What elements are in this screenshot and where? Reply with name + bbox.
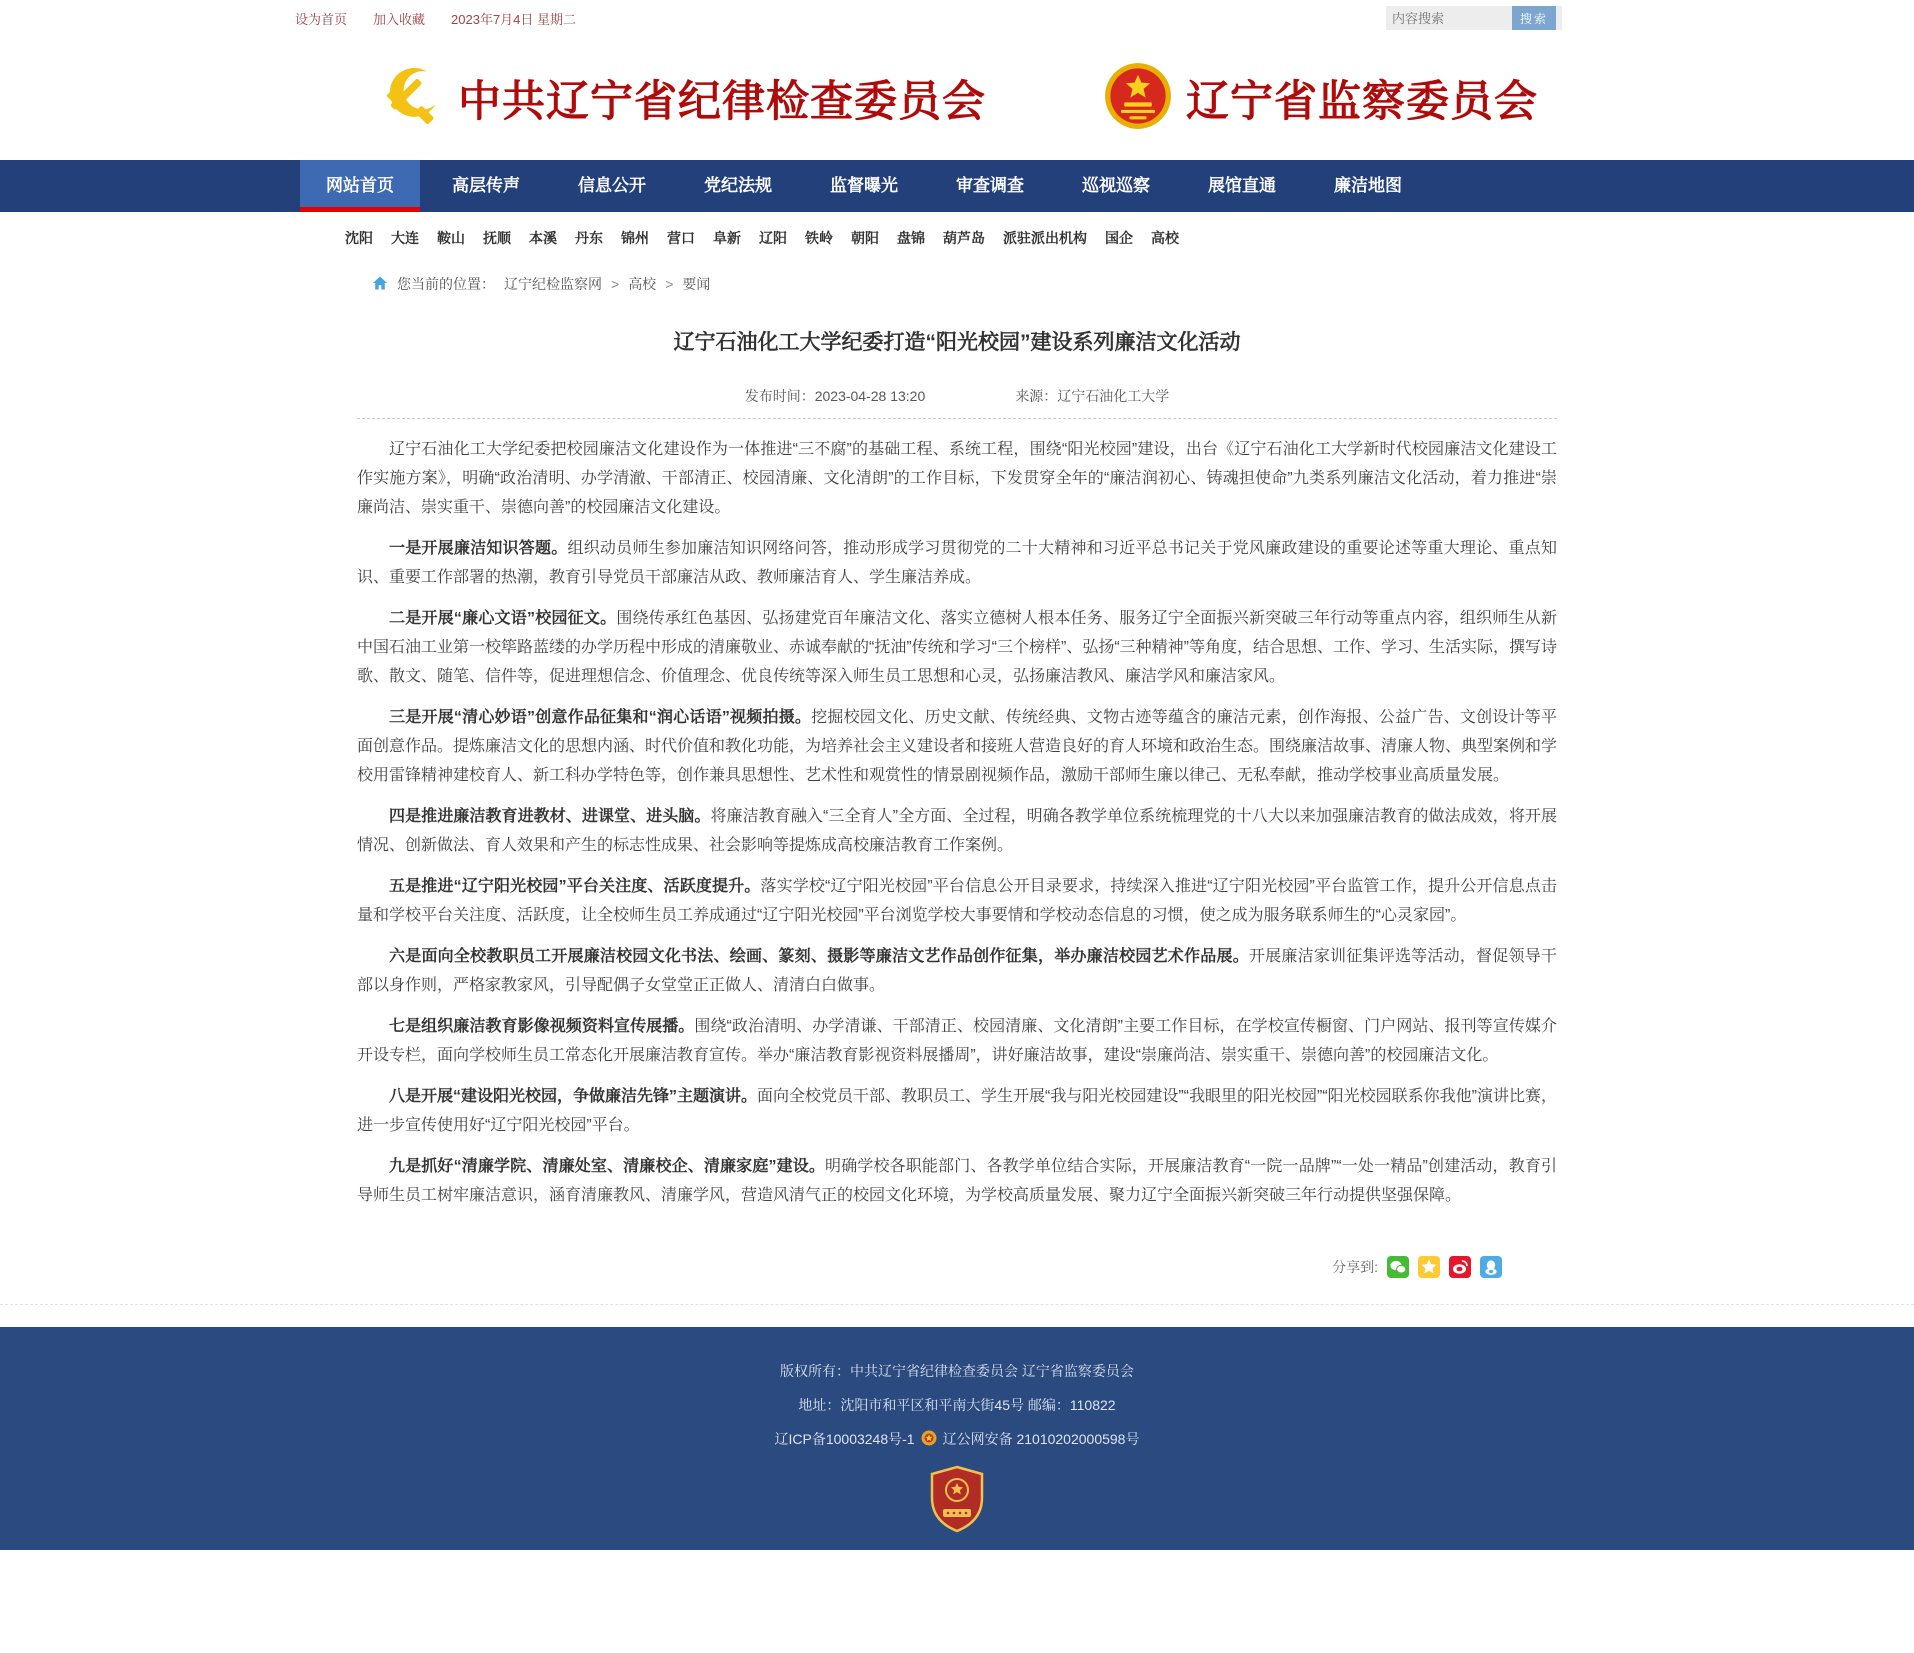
city-link[interactable]: 葫芦岛 — [943, 230, 985, 246]
article-paragraph — [357, 942, 1557, 1000]
police-badge-icon — [921, 1430, 937, 1449]
share-weibo-icon[interactable] — [1449, 1256, 1471, 1278]
article-paragraph — [357, 604, 1557, 691]
paragraph-lead: 八是开展“建设阳光校园，争做廉洁先锋”主题演讲。 — [389, 1088, 758, 1105]
city-link[interactable]: 盘锦 — [897, 230, 925, 246]
breadcrumb-site-link[interactable]: 辽宁纪检监察网 — [504, 276, 602, 292]
set-home-link[interactable]: 设为首页 — [295, 11, 348, 27]
source-value: 辽宁石油化工大学 — [1057, 388, 1170, 404]
site-header — [0, 36, 1914, 160]
search-input[interactable] — [1386, 11, 1512, 26]
right-logo-group — [1104, 62, 1538, 135]
article-paragraph — [357, 703, 1557, 790]
page-title: 辽宁石油化工大学纪委打造“阳光校园”建设系列廉洁文化活动 — [673, 331, 1241, 354]
publish-time-label: 发布时间： — [744, 388, 815, 404]
discipline-inspection-badge-icon — [0, 1465, 1914, 1536]
footer-address: 地址：沈阳市和平区和平南大街45号 邮编：110822 — [798, 1397, 1116, 1413]
nav-item[interactable]: 信息公开 — [578, 176, 646, 195]
paragraph-lead: 九是抓好“清廉学院、清廉处室、清廉校企、清廉家庭”建设。 — [389, 1158, 826, 1175]
article — [357, 326, 1557, 1278]
city-link[interactable]: 鞍山 — [437, 230, 465, 246]
share-wechat-icon[interactable] — [1387, 1256, 1409, 1278]
breadcrumb — [372, 274, 1914, 294]
city-link[interactable]: 丹东 — [575, 230, 603, 246]
article-paragraph — [357, 1012, 1557, 1070]
paragraph-lead: 五是推进“辽宁阳光校园”平台关注度、活跃度提升。 — [389, 878, 761, 895]
share-qzone-icon[interactable] — [1418, 1256, 1440, 1278]
paragraph-text: 组织动员师生参加廉洁知识网络问答，推动形成学习贯彻党的二十大精神和习近平总书记关于党风廉政建设的重要论述等重大理论、重点知识、重要工作部署的热潮，教育引导党员干部廉洁从政、教师廉洁育人、学生廉洁养成。 — [357, 540, 1557, 586]
article-paragraph — [357, 872, 1557, 930]
share-qq-icon[interactable] — [1480, 1256, 1502, 1278]
meta-divider — [357, 418, 1557, 419]
footer-icp[interactable]: 辽ICP备10003248号-1 — [774, 1431, 915, 1447]
search-box — [1386, 6, 1562, 30]
paragraph-text: 围绕“政治清明、办学清谦、干部清正、校园清廉、文化清朗”主要工作目标，在学校宣传橱窗、门户网站、报刊等宣传媒介开设专栏，面向学校师生员工常态化开展廉洁教育宣传。举办“廉洁教育影视资料展播周”，讲好廉洁故事，建设“崇廉尚洁、崇实重干、崇德向善”的校园廉洁文化。 — [357, 1018, 1557, 1064]
paragraph-lead: 三是开展“清心妙语”创意作品征集和“润心话语”视频拍摄。 — [389, 709, 812, 726]
paragraph-text: 明确学校各职能部门、各教学单位结合实际，开展廉洁教育“一院一品牌”“一处一精品”创建活动，教育引导师生员工树牢廉洁意识，涵育清廉教风、清廉学风，营造风清气正的校园文化环境，为学校高质量发展、聚力辽宁全面振兴新突破三年行动提供坚强保障。 — [357, 1158, 1557, 1204]
paragraph-lead: 四是推进廉洁教育进教材、进课堂、进头脑。 — [389, 808, 711, 825]
paragraph-text: 围绕传承红色基因、弘扬建党百年廉洁文化、落实立德树人根本任务、服务辽宁全面振兴新突破三年行动等重点内容，组织师生从新中国石油工业第一校筚路蓝缕的办学历程中形成的清廉敬业、赤诚奉献的“抚油”传统和学习“三个榜样”、弘扬“三种精神”等角度，结合思想、工作、学习、生活实际，撰写诗歌、散文、随笔、信件等，促进理想信念、价值理念、优良传统等深入师生员工思想和心灵，弘扬廉洁教风、廉洁学风和廉洁家风。 — [357, 610, 1557, 685]
city-link[interactable]: 朝阳 — [851, 230, 879, 246]
article-paragraph — [357, 1152, 1557, 1210]
city-link[interactable]: 抚顺 — [483, 230, 511, 246]
breadcrumb-separator: > — [665, 276, 674, 292]
nav-item[interactable]: 党纪法规 — [704, 176, 772, 195]
article-meta — [357, 386, 1557, 406]
city-link[interactable]: 辽阳 — [759, 230, 787, 246]
nav-item[interactable]: 廉洁地图 — [1334, 176, 1402, 195]
nav-item[interactable]: 高层传声 — [452, 176, 520, 195]
breadcrumb-separator: > — [611, 276, 620, 292]
city-link[interactable]: 本溪 — [529, 230, 557, 246]
city-link[interactable]: 大连 — [391, 230, 419, 246]
article-paragraph — [357, 1082, 1557, 1140]
paragraph-lead: 二是开展“廉心文语”校园征文。 — [389, 610, 617, 627]
nav-item[interactable]: 监督曝光 — [830, 176, 898, 195]
home-icon[interactable] — [372, 275, 388, 294]
footer-copyright: 版权所有：中共辽宁省纪律检查委员会 辽宁省监察委员会 — [780, 1363, 1134, 1379]
paragraph-text: 落实学校“辽宁阳光校园”平台信息公开目录要求，持续深入推进“辽宁阳光校园”平台监管工作，提升公开信息点击量和学校平台关注度、活跃度，让全校师生员工养成通过“辽宁阳光校园”平台浏览学校大事要情和学校动态信息的习惯，使之成为服务联系师生的“心灵家园”。 — [357, 878, 1557, 924]
paragraph-text: 辽宁石油化工大学纪委把校园廉洁文化建设作为一体推进“三不腐”的基础工程、系统工程，围绕“阳光校园”建设，出台《辽宁石油化工大学新时代校园廉洁文化建设工作实施方案》，明确“政治清明、办学清澈、干部清正、校园清廉、文化清朗”的工作目标，下发贯穿全年的“廉洁润初心、铸魂担使命”九类系列廉洁文化活动，着力推进“崇廉尚洁、崇实重干、崇德向善”的校园廉洁文化建设。 — [357, 441, 1557, 516]
paragraph-lead: 七是组织廉洁教育影像视频资料宣传展播。 — [389, 1018, 695, 1035]
left-logo-group — [376, 62, 986, 135]
breadcrumb-prefix: 您当前的位置： — [397, 276, 495, 292]
nav-item[interactable]: 审查调查 — [956, 176, 1024, 195]
current-date: 2023年7月4日 星期二 — [451, 11, 577, 27]
content-bottom-divider — [0, 1304, 1914, 1305]
article-paragraph — [357, 534, 1557, 592]
article-paragraph — [357, 802, 1557, 860]
nav-item[interactable]: 网站首页 — [300, 160, 420, 212]
share-row — [357, 1256, 1502, 1278]
paragraph-text: 将廉洁教育融入“三全育人”全方面、全过程，明确各教学单位系统梳理党的十八大以来加强廉洁教育的做法成效，将开展情况、创新做法、育人效果和产生的标志性成果、社会影响等提炼成高校廉洁教育工作案例。 — [357, 808, 1557, 854]
national-emblem-icon — [1104, 62, 1172, 135]
add-favorite-link[interactable]: 加入收藏 — [373, 11, 426, 27]
city-link[interactable]: 锦州 — [621, 230, 649, 246]
search-button[interactable]: 搜索 — [1512, 6, 1556, 30]
footer — [0, 1327, 1914, 1550]
publish-time: 2023-04-28 13:20 — [814, 388, 926, 404]
city-link[interactable]: 沈阳 — [345, 230, 373, 246]
breadcrumb-section-link[interactable]: 高校 — [628, 276, 657, 292]
article-body — [357, 435, 1557, 1210]
city-link[interactable]: 派驻派出机构 — [1003, 230, 1087, 246]
city-link[interactable]: 营口 — [667, 230, 695, 246]
source-label: 来源： — [1015, 388, 1058, 404]
nav-item[interactable]: 展馆直通 — [1208, 176, 1276, 195]
paragraph-lead: 一是开展廉洁知识答题。 — [389, 540, 568, 557]
paragraph-text: 开展廉洁家训征集评选等活动，督促领导干部以身作则，严格家教家风，引导配偶子女堂堂正正做人、清清白白做事。 — [357, 948, 1557, 994]
party-emblem-icon — [376, 62, 444, 135]
breadcrumb-subsection-link[interactable]: 要闻 — [682, 276, 711, 292]
city-link[interactable]: 阜新 — [713, 230, 741, 246]
nav-item[interactable]: 巡视巡察 — [1082, 176, 1150, 195]
city-subnav — [0, 212, 1914, 256]
paragraph-text: 面向全校党员干部、教职员工、学生开展“我与阳光校园建设”“我眼里的阳光校园”“阳光校园联系你我他”演讲比赛，进一步宣传使用好“辽宁阳光校园”平台。 — [357, 1088, 1557, 1134]
city-link[interactable]: 国企 — [1105, 230, 1133, 246]
article-paragraph — [357, 435, 1557, 522]
city-link[interactable]: 铁岭 — [805, 230, 833, 246]
city-link[interactable]: 高校 — [1151, 230, 1179, 246]
right-org-title: 辽宁省监察委员会 — [1186, 78, 1538, 126]
paragraph-lead: 六是面向全校教职员工开展廉洁校园文化书法、绘画、篆刻、摄影等廉洁文艺作品创作征集，举办廉洁校园艺术作品展。 — [389, 948, 1249, 965]
main-nav — [0, 160, 1914, 212]
paragraph-text: 挖掘校园文化、历史文献、传统经典、文物古迹等蕴含的廉洁元素，创作海报、公益广告、文创设计等平面创意作品。提炼廉洁文化的思想内涵、时代价值和教化功能，为培养社会主义建设者和接班人营造良好的育人环境和政治生态。围绕廉洁故事、清廉人物、典型案例和学校用雷锋精神建校育人、新工科办学特色等，创作兼具思想性、艺术性和观赏性的情景剧视频作品，激励干部师生廉以律己、无私奉献，推动学校事业高质量发展。 — [357, 709, 1558, 784]
left-org-title: 中共辽宁省纪律检查委员会 — [458, 78, 986, 126]
top-bar — [0, 0, 1914, 36]
share-label: 分享到: — [1332, 1259, 1378, 1275]
footer-security-record[interactable]: 辽公网安备 21010202000598号 — [942, 1431, 1140, 1447]
